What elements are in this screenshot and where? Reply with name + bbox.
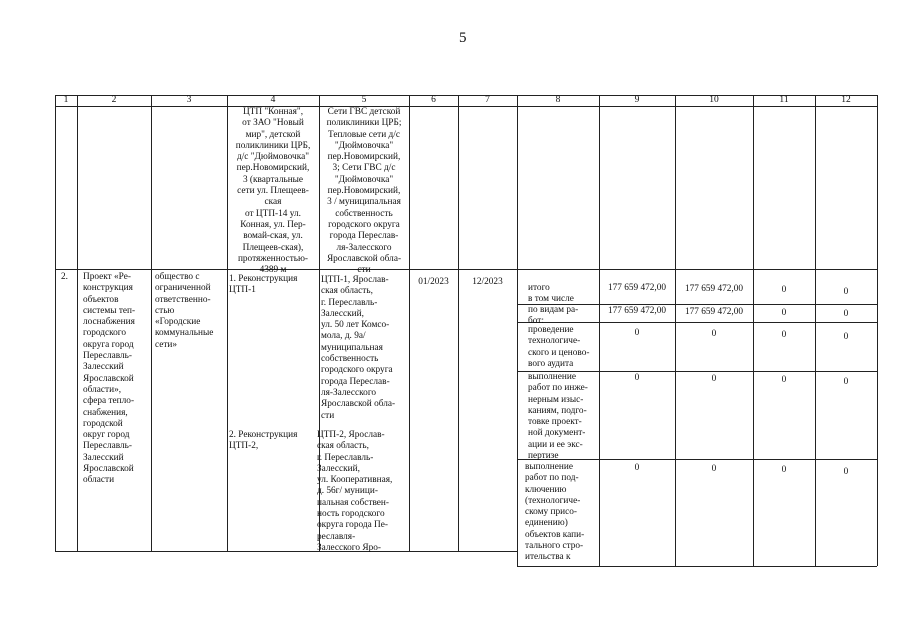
item-label: проведение технологиче- ского и ценово- вого аудита: [528, 325, 590, 369]
value-c11: 0: [781, 285, 787, 295]
row-number: 2.: [61, 272, 68, 282]
location-2: ЦТП-2, Ярослав- ская область, г. Переславль- Залесский, ул. Кооперативная, д. 56г/ муници- пальная собствен- ность городского округа города Пе- реславля- Залесского Яро-: [317, 430, 393, 553]
item-label: выполнение работ по инже- нерным изыс- каниям, подго- товке проект- ной документ- ации и ее экс- пертизе: [528, 372, 588, 462]
header-cell: 9: [634, 95, 640, 105]
col-border-5: [409, 95, 410, 551]
page-number: 5: [459, 30, 467, 46]
col-border-0: [55, 95, 56, 551]
measure-1: 1. Реконструкция ЦТП-1: [229, 274, 298, 296]
value-c11: 0: [781, 330, 787, 340]
header-cell: 2: [111, 95, 117, 105]
value-c10: 0: [711, 374, 717, 384]
value-c11: 0: [781, 465, 787, 475]
header-cell: 5: [361, 95, 367, 105]
header-cell: 8: [555, 95, 561, 105]
value-c10: 177 659 472,00: [684, 307, 744, 317]
value-c12: 0: [843, 332, 849, 342]
header-cell: 12: [841, 95, 851, 105]
project-description: Проект «Ре- конструкция объектов системы теп- лоснабжения городского округа город Переславль- Залесский Ярославской области», сфера тепло- снабжения, городской округ город Переславль- Залесский Ярославской области: [83, 272, 136, 486]
value-c9: 177 659 472,00: [607, 283, 667, 293]
continuation-col4: ЦТП "Конная", от ЗАО "Новый мир", детской поликлиники ЦРБ, д/с "Дюймовочка" пер.Новомирский, 3 (квартальные сети ул. Плещеев- ская от ЦТП-14 ул. Конная, ул. Пер- вомай-ская, ул. Плещеев-ская), протяженностью- 4389 м: [235, 107, 311, 276]
col-border-7: [517, 95, 518, 566]
header-cell: 11: [779, 95, 789, 105]
end-date: 12/2023: [472, 277, 503, 287]
value-c10: 177 659 472,00: [684, 284, 744, 294]
value-c12: 0: [843, 467, 849, 477]
col-border-11: [815, 95, 816, 566]
value-c9: 0: [634, 328, 640, 338]
col-border-1: [77, 95, 78, 551]
header-cell: 1: [63, 95, 69, 105]
value-c11: 0: [781, 375, 787, 385]
start-date: 01/2023: [418, 277, 449, 287]
value-c11: 0: [781, 308, 787, 318]
organization: общество с ограниченной ответственно- стью «Городские коммунальные сети»: [155, 272, 214, 350]
col-border-6: [458, 95, 459, 551]
location-1: ЦТП-1, Ярослав- ская область, г. Переславль- Залесский, ул. 50 лет Комсо- мола, д. 9а/ муниципальная собственность городского округа города Переслав- ля-Залесского Ярославской обла- сти: [321, 275, 396, 421]
measure-2: 2. Реконструкция ЦТП-2,: [229, 430, 298, 452]
item-label: выполнение работ по под- ключению (технологиче- скому присо- единению) объектов капи- тального стро- ительства к: [525, 462, 585, 563]
header-cell: 6: [431, 95, 436, 105]
value-c12: 0: [843, 287, 849, 297]
rule-bottom-left: [55, 551, 517, 552]
header-cell: 10: [709, 95, 719, 105]
value-c12: 0: [843, 377, 849, 387]
header-cell: 3: [186, 95, 192, 105]
value-c9: 177 659 472,00: [607, 306, 667, 316]
col-border-2: [151, 95, 152, 551]
header-cell: 4: [270, 95, 276, 105]
value-c10: 0: [711, 464, 717, 474]
value-c10: 0: [711, 329, 717, 339]
item-label: по видам ра- бот:: [528, 305, 579, 327]
rule-bottom-right: [517, 566, 877, 567]
item-label: итого в том числе: [528, 283, 574, 305]
continuation-col5: Сети ГВС детской поликлиники ЦРБ; Тепловые сети д/с "Дюймовочка" пер.Новомирский, 3; Сети ГВС д/с "Дюймовочка" пер.Новомирский, 3 / муниципальная собственность городского округа города Переслав- ля-Залесского Ярославской обла- сти: [326, 107, 402, 276]
value-c12: 0: [843, 309, 849, 319]
col-border-12: [877, 95, 878, 566]
header-cell: 7: [485, 95, 490, 105]
value-c9: 0: [634, 373, 640, 383]
value-c9: 0: [634, 463, 640, 473]
